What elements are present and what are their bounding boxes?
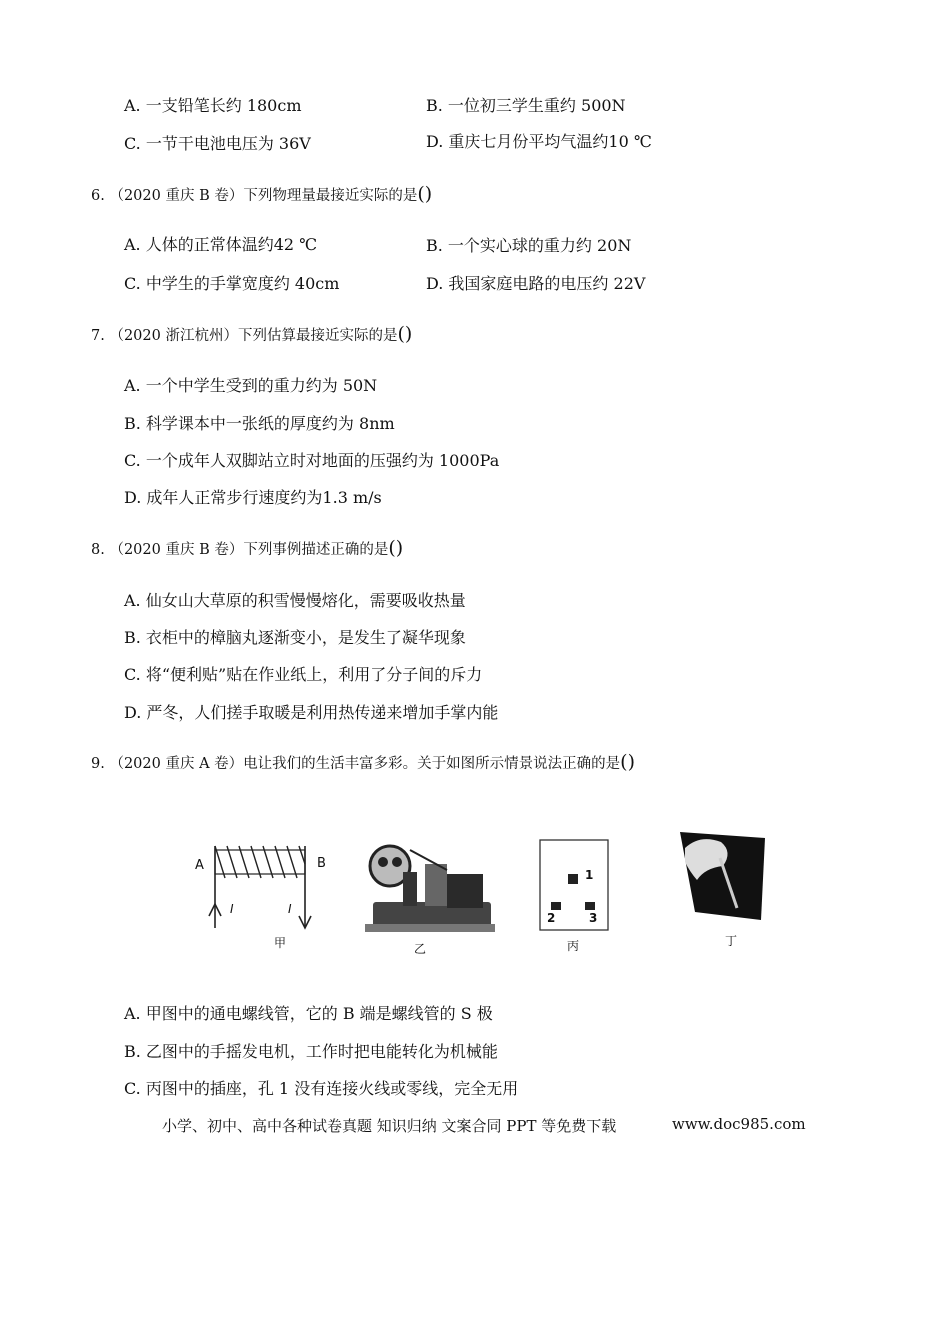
solenoid-diagram: [209, 846, 311, 928]
q8-answer-paren: (): [388, 537, 404, 559]
figure-caption-bing: 丙: [567, 939, 580, 953]
footer-text: 小学、初中、高中各种试卷真题 知识归纳 文案合同 PPT 等免费下载: [162, 1117, 617, 1135]
socket-hole-1: [568, 874, 578, 884]
coil-left-end-label: A: [195, 858, 204, 873]
generator-coil-box: [447, 874, 483, 908]
q6-option-b: B. 一个实心球的重力约 20N: [426, 236, 632, 255]
q8-stem-text: 8. （2020 重庆 B 卷）下列事例描述正确的是: [91, 542, 389, 558]
q5-option-c: C. 一节干电池电压为 36V: [124, 134, 311, 153]
coil-right-end-label: B: [317, 856, 326, 871]
q7-stem: [91, 323, 412, 345]
socket-hole-3: [585, 902, 595, 910]
q8-option-d: D. 严冬，人们搓手取暖是利用热传递来增加手掌内能: [124, 703, 499, 722]
q8-option-c: C. 将“便利贴”贴在作业纸上，利用了分子间的斥力: [124, 665, 483, 684]
q9-option-c: C. 丙图中的插座，孔 1 没有连接火线或零线，完全无用: [124, 1079, 519, 1098]
q6-stem: [91, 183, 432, 205]
socket-label-3: 3: [589, 911, 598, 925]
socket-label-2: 2: [547, 911, 556, 925]
wheel-hole-2: [392, 857, 402, 867]
current-label-right: I: [288, 902, 292, 916]
q7-option-b: B. 科学课本中一张纸的厚度约为 8nm: [124, 414, 395, 433]
socket-label-1: 1: [585, 868, 594, 882]
q9-figure: [185, 828, 775, 960]
q6-option-c: C. 中学生的手掌宽度约 40cm: [124, 274, 340, 293]
q6-stem-text: 6. （2020 重庆 B 卷）下列物理量最接近实际的是: [91, 188, 418, 204]
q8-stem: [91, 537, 403, 559]
figure-caption-ding: 丁: [725, 934, 738, 948]
q6-option-a: A. 人体的正常体温约42 ℃: [124, 235, 318, 254]
q7-answer-paren: (): [397, 323, 413, 345]
hand-crank-generator: [365, 846, 495, 932]
q7-stem-text: 7. （2020 浙江杭州）下列估算最接近实际的是: [91, 328, 398, 344]
solenoid-windings: [215, 846, 305, 878]
q9-answer-paren: (): [620, 751, 635, 773]
q9-option-a: A. 甲图中的通电螺线管，它的 B 端是螺线管的 S 极: [124, 1004, 493, 1023]
q5-option-a: A. 一支铅笔长约 180cm: [124, 96, 302, 115]
q7-option-d: D. 成年人正常步行速度约为1.3 m/s: [124, 488, 382, 507]
q6-answer-paren: (): [417, 183, 433, 205]
q9-stem: [91, 751, 635, 773]
wheel-hole-1: [378, 857, 388, 867]
figure-caption-jia: 甲: [274, 936, 287, 950]
q5-option-b: B. 一位初三学生重约 500N: [426, 96, 626, 115]
figure-caption-yi: 乙: [414, 942, 427, 956]
q7-option-a: A. 一个中学生受到的重力约为 50N: [124, 376, 378, 395]
q8-option-b: B. 衣柜中的樟脑丸逐渐变小，是发生了凝华现象: [124, 628, 466, 647]
q7-option-c: C. 一个成年人双脚站立时对地面的压强约为 1000Pa: [124, 451, 500, 470]
hand-touch-photo: [680, 832, 765, 920]
generator-axle-housing: [403, 872, 417, 906]
generator-board: [365, 924, 495, 932]
footer-link[interactable]: www.doc985.com: [672, 1115, 806, 1133]
q9-stem-text: 9. （2020 重庆 A 卷）电让我们的生活丰富多彩。关于如图所示情景说法正确的是: [91, 756, 621, 772]
q8-option-a: A. 仙女山大草原的积雪慢慢熔化，需要吸收热量: [124, 591, 466, 610]
q9-option-b: B. 乙图中的手摇发电机，工作时把电能转化为机械能: [124, 1042, 498, 1061]
q5-option-d: D. 重庆七月份平均气温约10 ℃: [426, 132, 652, 151]
current-label-left: I: [230, 902, 234, 916]
generator-magnet: [425, 864, 447, 906]
q6-option-d: D. 我国家庭电路的电压约 22V: [426, 274, 646, 293]
